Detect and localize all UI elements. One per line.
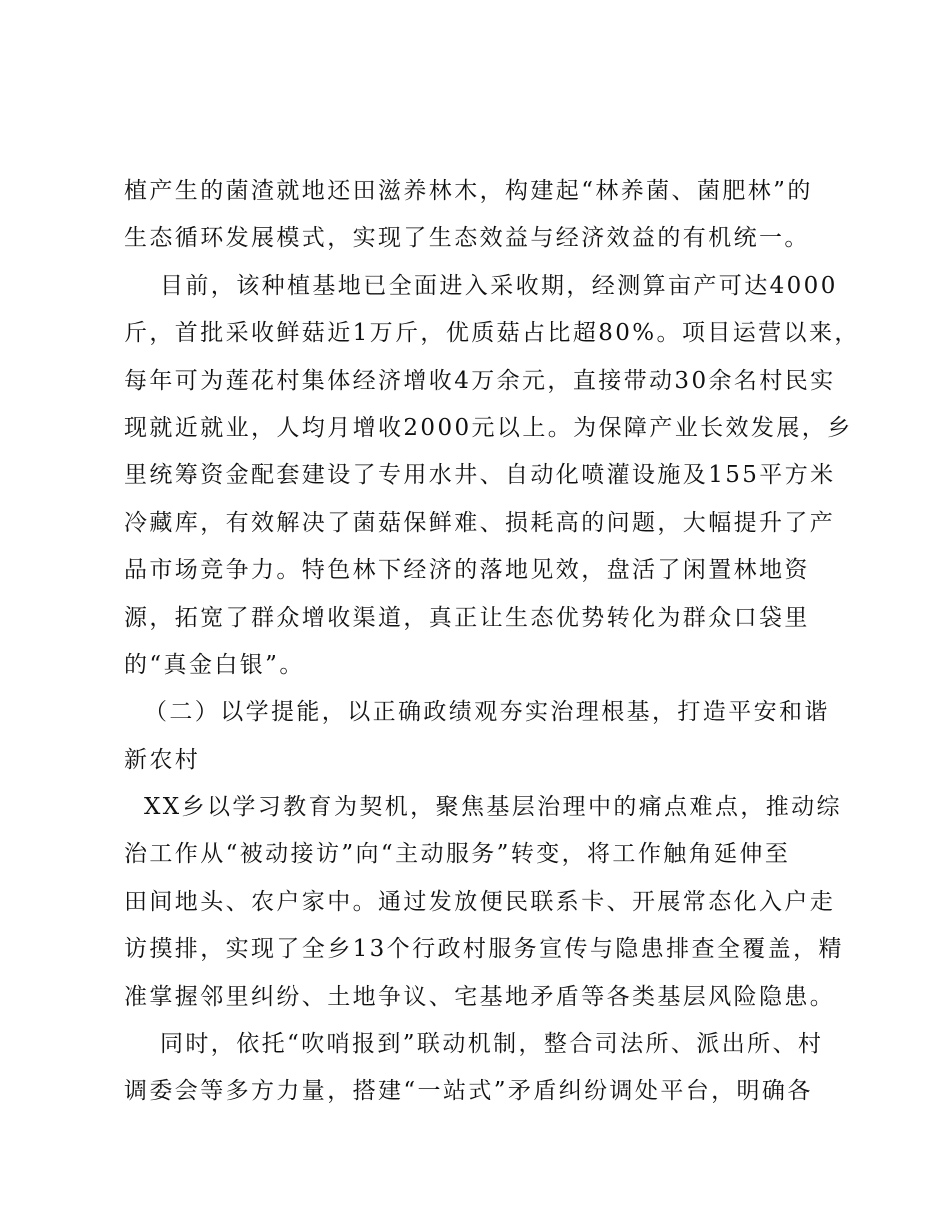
text-line: 源，拓宽了群众增收渠道，真正让生态优势转化为群众口袋里 <box>124 604 810 631</box>
text-line: 调委会等多方力量，搭建“一站式”矛盾纠纷调处平台，明确各 <box>124 1078 813 1105</box>
text-line: 冷藏库，有效解决了菌菇保鲜难、损耗高的问题，大幅提升了产 <box>124 509 836 536</box>
document-body <box>124 168 860 1116</box>
text-line: 里统筹资金配套建设了专用水井、自动化喷灌设施及155平方米 <box>124 462 836 489</box>
text-line: 每年可为莲花村集体经济增收4万余元，直接带动30余名村民实 <box>124 367 836 394</box>
text-line: 生态循环发展模式，实现了生态效益与经济效益的有机统一。 <box>124 225 810 252</box>
text-line: 治工作从“被动接访”向“主动服务”转变，将工作触角延伸至 <box>124 841 791 868</box>
text-line: 品市场竞争力。特色林下经济的落地见效，盘活了闲置林地资 <box>124 557 810 584</box>
text-line: 现就近就业，人均月增收2000元以上。为保障产业长效发展，乡 <box>124 414 853 441</box>
text-line: 准掌握邻里纠纷、土地争议、宅基地矛盾等各类基层风险隐患。 <box>124 983 836 1010</box>
paragraph-start-line: XX乡以学习教育为契机，聚焦基层治理中的痛点难点，推动综 <box>144 794 842 821</box>
text-line: 植产生的菌渣就地还田滋养林木，构建起“林养菌、菌肥林”的 <box>124 178 813 204</box>
section-heading-continued: 新农村 <box>124 746 201 773</box>
text-line: 访摸排，实现了全乡13个行政村服务宣传与隐患排查全覆盖，精 <box>124 936 844 963</box>
paragraph-start-line: 同时，依托“吹哨报到”联动机制，整合司法所、派出所、村 <box>160 1031 824 1058</box>
paragraph-start-line: 目前，该种植基地已全面进入采收期，经测算亩产可达4000 <box>160 272 838 299</box>
text-line: 斤，首批采收鲜菇近1万斤，优质菇占比超80%。项目运营以来， <box>124 320 860 347</box>
section-heading: （二）以学提能，以正确政绩观夯实治理根基，打造平安和谐 <box>144 699 830 726</box>
text-line: 田间地头、农户家中。通过发放便民联系卡、开展常态化入户走 <box>124 888 836 915</box>
text-line: 的“真金白银”。 <box>124 651 305 678</box>
